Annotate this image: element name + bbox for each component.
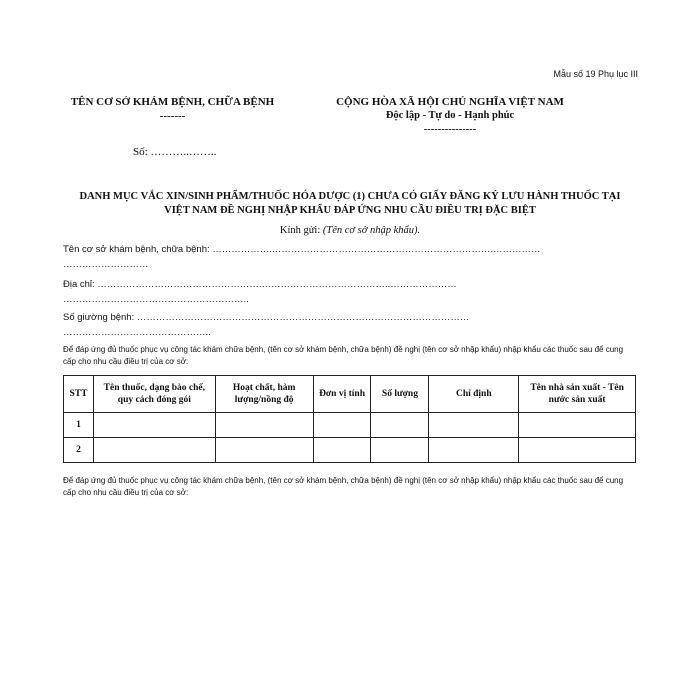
row-quantity-cell[interactable] [371,413,429,438]
addressee-line [60,225,640,236]
national-header [330,95,570,137]
row-manufacturer-cell[interactable] [519,438,636,463]
drug-list-table [63,375,636,463]
country-name: CỘNG HÒA XÃ HỘI CHỦ NGHĨA VIỆT NAM [336,96,564,108]
header-stt: STT [64,376,94,413]
facility-header [60,95,285,123]
facility-name-field: Tên cơ sở khám bệnh, chữa bệnh: ……………….…………………………………………………………….…………… [63,244,541,255]
form-number: Mẫu số 19 Phụ lục III [553,69,638,79]
row-indication-cell[interactable] [429,438,519,463]
facility-name-placeholder: TÊN CƠ SỞ KHÁM BỆNH, CHỮA BỆNH [70,96,275,108]
table-row [64,413,636,438]
document-number: Số: ………..…….. [133,146,217,158]
footer-paragraph: Để đáp ứng đủ thuốc phục vụ công tác khám chữa bệnh, (tên cơ sở khám bệnh, chữa bệnh) đề nghị (tên cơ sở nhập khẩu) nhập khẩu các thuốc sau để cung cấp cho nhu cầu điều trị của cơ sở: [63,476,624,497]
row-indication-cell[interactable] [429,413,519,438]
addressee-label: Kính gửi: [279,225,321,236]
facility-name-field-cont: ……………………… [63,259,149,270]
header-unit: Đơn vị tính [313,376,371,413]
row-stt: 1 [64,413,94,438]
national-header-rule: --------------- [423,124,477,135]
row-active-ingredient-cell[interactable] [215,438,313,463]
header-active-ingredient: Hoạt chất, hàm lượng/nồng độ [215,376,313,413]
row-manufacturer-cell[interactable] [519,413,636,438]
row-unit-cell[interactable] [313,438,371,463]
title-line-1: DANH MỤC VẮC XIN/SINH PHẨM/THUỐC HÓA DƯỢC (1) CHƯA CÓ GIẤY ĐĂNG KÝ LƯU HÀNH THUỐC TẠI [79,191,621,202]
row-active-ingredient-cell[interactable] [215,413,313,438]
beds-field: Số giường bệnh: …………………………………………………………………………………………… [63,312,470,323]
document-title [60,190,640,218]
row-stt: 2 [64,438,94,463]
facility-header-rule: ------- [159,110,186,122]
row-quantity-cell[interactable] [371,438,429,463]
header-quantity: Số lượng [371,376,429,413]
header-manufacturer: Tên nhà sản xuất - Tên nước sản xuất [519,376,636,413]
row-drug-name-cell[interactable] [93,438,215,463]
table-row [64,438,636,463]
table-header-row [64,376,636,413]
header-drug-name: Tên thuốc, dạng bào chế, quy cách đóng gói [93,376,215,413]
address-field: Địa chỉ: …………………………………………….…………………………………..………………… [63,279,457,290]
title-line-2: VIỆT NAM ĐỀ NGHỊ NHẬP KHẨU ĐÁP ỨNG NHU CẦU ĐIỀU TRỊ ĐẶC BIỆT [164,205,536,216]
row-unit-cell[interactable] [313,413,371,438]
addressee-value: (Tên cơ sở nhập khẩu). [320,225,421,236]
address-field-cont: ………………………………………………….. [63,294,249,305]
beds-field-cont: ……………………………………….. [63,327,211,338]
national-motto: Độc lập - Tự do - Hạnh phúc [385,110,515,121]
request-paragraph: Để đáp ứng đủ thuốc phục vụ công tác khám chữa bệnh, (tên cơ sở khám bệnh, chữa bệnh) đề nghị (tên cơ sở nhập khẩu) nhập khẩu các thuốc sau để cung cấp cho nhu cầu điều trị của cơ sở: [63,345,624,366]
header-indication: Chỉ định [429,376,519,413]
row-drug-name-cell[interactable] [93,413,215,438]
